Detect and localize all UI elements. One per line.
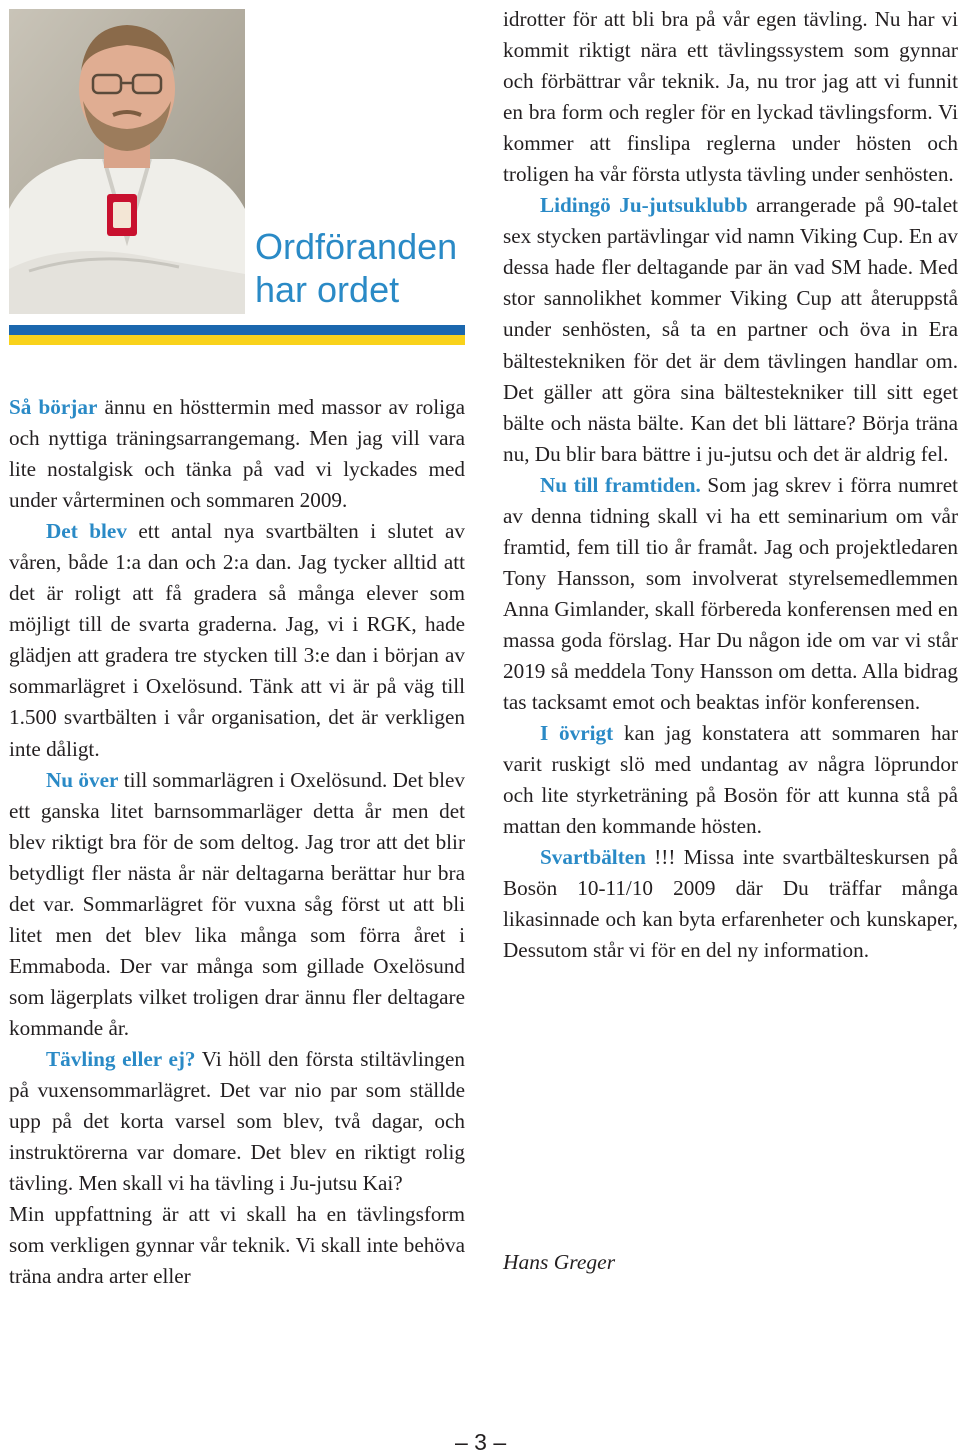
paragraph-lead: Lidingö Ju-jutsuklubb — [540, 193, 748, 218]
paragraph — [9, 1044, 465, 1199]
left-column — [9, 392, 465, 1292]
paragraph-text: ännu en hösttermin med massor av roliga och nyttiga träningsarrangemang. Men jag vill vara lite nostalgisk och tänka på vad vi lyckades med under vårterminen och sommaren 2009. — [9, 395, 465, 513]
paragraph — [503, 190, 958, 469]
title-stripe-yellow — [9, 335, 465, 345]
paragraph-text: Vi höll den första stiltävlingen på vuxensommarlägret. Det var nio par som ställde upp på det korta varsel som blev, två dagar, och instruktörerna var domare. Det blev en riktigt rolig tävling. Men skall vi ha tävling i Ju-jutsu Kai? — [9, 1046, 465, 1196]
paragraph-text: Min uppfattning är att vi skall ha en tävlingsform som verkligen gynnar vår teknik. Vi skall inte behöva träna andra arter eller — [9, 1202, 465, 1289]
title-line-2: har ordet — [255, 269, 400, 310]
paragraph-lead: Det blev — [46, 519, 127, 544]
paragraph-text: ett antal nya svartbälten i slutet av våren, både 1:a dan och 2:a dan. Jag tycker alltid att det är roligt att få gradera så många elever som möjligt till de svarta graderna. Jag, vi i RGK, hade glädjen att gradera tre stycken till 3:e dan i början av sommarlägret i Oxelösund. Tänk att vi är på väg till 1.500 svartbälten i vår organisation, det är verkligen inte dåligt. — [9, 519, 465, 761]
paragraph-text: idrotter för att bli bra på vår egen tävling. Nu har vi kommit riktigt nära ett tävlingssystem som gynnar och förbättrar vår teknik. Ja, nu tror jag att vi funnit en bra form och regler för en lyckad tävlingsform. Vi kommer att finslipa reglerna under hösten och troligen ha vår första utlysta tävling under senhösten. — [503, 7, 958, 187]
author-portrait — [9, 9, 245, 314]
paragraph-text: arrangerade på 90-talet sex stycken partävlingar vid namn Viking Cup. En av dessa hade fler deltagande par än vad SM hade. Med stor sannolikhet kommer Viking Cup att återuppstå under senhösten, så ta en partner och öva in Era bältestekniken för det är dem tävlingen handlar om. Det gäller att göra sina bältestekniker till sitt eget bälte och nästa bälte. Kan det bli lättare? Börja träna nu, Du blir bara bättre i ju-jutsu och det är aldrig fel. — [503, 193, 958, 466]
portrait-illustration — [9, 9, 245, 314]
paragraph-text: Som jag skrev i förra numret av denna tidning skall vi ha ett seminarium om vår framtid, fem till tio år framåt. Jag och projektledaren Tony Hansson, som involverat styrelsemedlemmen Anna Gimlander, skall förbereda konferensen med en massa goda förslag. Har Du någon ide om var vi står 2019 så meddela Tony Hansson om detta. Alla bidrag tas tacksamt emot och beaktas inför konferensen. — [503, 472, 958, 715]
title-stripe-blue — [9, 325, 465, 335]
right-column — [503, 4, 958, 966]
page-number: – 3 – — [455, 1429, 507, 1455]
paragraph — [9, 1199, 465, 1292]
paragraph-text: till sommarlägren i Oxelösund. Det blev ett ganska litet barnsommarläger detta år men det blev riktigt bra för de som deltog. Jag tror att det blir betydligt fler nästa år när deltagarna berättar hur bra det var. Sommarlägret för vuxna såg först ut att bli litet men det blev lika många som förra året i Emmaboda. Der var många som gillade Oxelösund som lägerplats vilket troligen drar ännu fler deltagare kommande år. — [9, 767, 465, 1040]
paragraph-lead: Nu över — [46, 767, 119, 792]
paragraph — [9, 765, 465, 1044]
signature: Hans Greger — [503, 1250, 616, 1274]
paragraph-text: !!! Missa inte svartbälteskursen på Bosön 10-11/10 2009 där Du träffar många likasinnade och kan byta erfarenheter och kunskaper, Dessutom står vi för en del ny information. — [503, 845, 958, 963]
paragraph-lead: Så börjar — [9, 395, 98, 419]
paragraph-lead: I övrigt — [540, 721, 614, 746]
paragraph — [9, 516, 465, 764]
article-title — [255, 225, 470, 311]
paragraph — [9, 392, 465, 516]
paragraph-text: kan jag konstatera att sommaren har varit ruskigt slö med undantag av några löprundor och lite styrketräning på Bosön för att kunna stå på mattan den kommande hösten. — [503, 721, 958, 839]
paragraph — [503, 842, 958, 966]
title-line-1: Ordföranden — [255, 226, 458, 267]
paragraph-lead: Svartbälten — [540, 845, 646, 870]
paragraph — [503, 470, 958, 718]
paragraph-lead: Nu till framtiden. — [540, 472, 701, 497]
paragraph-lead: Tävling eller ej? — [46, 1046, 196, 1071]
paragraph — [503, 4, 958, 190]
paragraph — [503, 718, 958, 842]
